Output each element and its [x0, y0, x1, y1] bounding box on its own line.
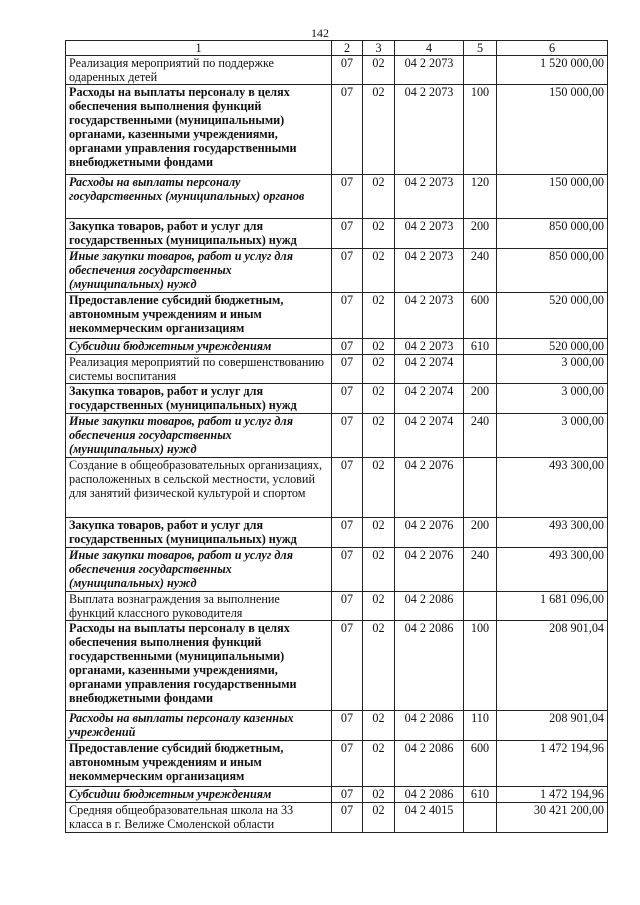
- row-name-cell: Субсидии бюджетным учреждениям: [66, 787, 332, 803]
- row-amount-cell: 1 472 194,96: [497, 787, 608, 803]
- row-amount-cell: 30 421 200,00: [497, 803, 608, 833]
- row-subsection-cell: 02: [363, 56, 395, 85]
- row-subsection-cell: 02: [363, 787, 395, 803]
- row-name-cell: Иные закупки товаров, работ и услуг для обеспечения государственных (муниципальных) нужд: [66, 548, 332, 592]
- row-subsection-cell: 02: [363, 249, 395, 293]
- header-col-5: 5: [464, 41, 497, 56]
- page-number: 142: [311, 26, 329, 40]
- row-name-cell: Реализация мероприятий по поддержке одаренных детей: [66, 56, 332, 85]
- row-section-cell: 07: [332, 458, 363, 518]
- table-row: [66, 56, 608, 85]
- row-target-code-cell: 04 2 2073: [395, 219, 464, 249]
- row-target-code-cell: 04 2 4015: [395, 803, 464, 833]
- row-target-code-cell: 04 2 2074: [395, 414, 464, 458]
- row-expense-type-cell: [464, 458, 497, 518]
- row-subsection-cell: 02: [363, 293, 395, 339]
- row-section-cell: 07: [332, 85, 363, 175]
- row-section-cell: 07: [332, 384, 363, 414]
- row-target-code-cell: 04 2 2076: [395, 458, 464, 518]
- row-amount-cell: 493 300,00: [497, 458, 608, 518]
- budget-table: [65, 40, 608, 833]
- table-row: [66, 293, 608, 339]
- row-name-cell: Иные закупки товаров, работ и услуг для обеспечения государственных (муниципальных) нужд: [66, 249, 332, 293]
- table-row: [66, 592, 608, 621]
- row-expense-type-cell: [464, 592, 497, 621]
- row-amount-cell: 1 681 096,00: [497, 592, 608, 621]
- row-name-cell: Средняя общеобразовательная школа на 33 класса в г. Велиже Смоленской области: [66, 803, 332, 833]
- row-subsection-cell: 02: [363, 592, 395, 621]
- row-section-cell: 07: [332, 414, 363, 458]
- row-amount-cell: 1 520 000,00: [497, 56, 608, 85]
- row-target-code-cell: 04 2 2086: [395, 741, 464, 787]
- table-row: [66, 219, 608, 249]
- row-target-code-cell: 04 2 2086: [395, 711, 464, 741]
- row-subsection-cell: 02: [363, 741, 395, 787]
- row-expense-type-cell: 200: [464, 384, 497, 414]
- row-section-cell: 07: [332, 548, 363, 592]
- row-amount-cell: 150 000,00: [497, 85, 608, 175]
- row-section-cell: 07: [332, 293, 363, 339]
- row-name-cell: Расходы на выплаты персоналу казенных учреждений: [66, 711, 332, 741]
- row-section-cell: 07: [332, 741, 363, 787]
- row-expense-type-cell: [464, 355, 497, 384]
- header-col-6: 6: [497, 41, 608, 56]
- row-expense-type-cell: 110: [464, 711, 497, 741]
- row-target-code-cell: 04 2 2086: [395, 621, 464, 711]
- row-target-code-cell: 04 2 2073: [395, 293, 464, 339]
- row-target-code-cell: 04 2 2074: [395, 355, 464, 384]
- row-name-cell: Субсидии бюджетным учреждениям: [66, 339, 332, 355]
- row-name-cell: Закупка товаров, работ и услуг для государственных (муниципальных) нужд: [66, 518, 332, 548]
- row-subsection-cell: 02: [363, 548, 395, 592]
- row-name-cell: Создание в общеобразовательных организациях, расположенных в сельской местности, условий для занятий физической культурой и спортом: [66, 458, 332, 518]
- row-subsection-cell: 02: [363, 219, 395, 249]
- row-section-cell: 07: [332, 219, 363, 249]
- row-amount-cell: 850 000,00: [497, 219, 608, 249]
- table-row: [66, 384, 608, 414]
- row-section-cell: 07: [332, 787, 363, 803]
- row-name-cell: Предоставление субсидий бюджетным, автономным учреждениям и иным некоммерческим организациям: [66, 293, 332, 339]
- row-section-cell: 07: [332, 56, 363, 85]
- row-subsection-cell: 02: [363, 339, 395, 355]
- row-name-cell: Расходы на выплаты персоналу в целях обеспечения выполнения функций государственными (муниципальными) органами, казенными учреждениями, органами управления государственными внебюджетными фондами: [66, 85, 332, 175]
- row-expense-type-cell: 600: [464, 293, 497, 339]
- row-amount-cell: 3 000,00: [497, 414, 608, 458]
- table-row: [66, 803, 608, 833]
- row-expense-type-cell: 200: [464, 219, 497, 249]
- table-row: [66, 85, 608, 175]
- row-expense-type-cell: [464, 56, 497, 85]
- row-amount-cell: 150 000,00: [497, 175, 608, 219]
- row-name-cell: Расходы на выплаты персоналу государственных (муниципальных) органов: [66, 175, 332, 219]
- row-target-code-cell: 04 2 2073: [395, 56, 464, 85]
- row-expense-type-cell: 600: [464, 741, 497, 787]
- row-section-cell: 07: [332, 621, 363, 711]
- row-section-cell: 07: [332, 803, 363, 833]
- row-amount-cell: 3 000,00: [497, 384, 608, 414]
- row-name-cell: Закупка товаров, работ и услуг для государственных (муниципальных) нужд: [66, 384, 332, 414]
- row-amount-cell: 208 901,04: [497, 621, 608, 711]
- table-row: [66, 175, 608, 219]
- row-target-code-cell: 04 2 2086: [395, 592, 464, 621]
- table-row: [66, 355, 608, 384]
- table-body: [66, 56, 608, 833]
- row-expense-type-cell: 240: [464, 249, 497, 293]
- row-subsection-cell: 02: [363, 175, 395, 219]
- row-expense-type-cell: 100: [464, 85, 497, 175]
- table-row: [66, 548, 608, 592]
- row-amount-cell: 520 000,00: [497, 339, 608, 355]
- row-section-cell: 07: [332, 175, 363, 219]
- row-subsection-cell: 02: [363, 803, 395, 833]
- row-expense-type-cell: 200: [464, 518, 497, 548]
- row-amount-cell: 208 901,04: [497, 711, 608, 741]
- row-name-cell: Иные закупки товаров, работ и услуг для обеспечения государственных (муниципальных) нужд: [66, 414, 332, 458]
- header-col-4: 4: [395, 41, 464, 56]
- row-expense-type-cell: 100: [464, 621, 497, 711]
- row-section-cell: 07: [332, 355, 363, 384]
- row-name-cell: Предоставление субсидий бюджетным, автономным учреждениям и иным некоммерческим организациям: [66, 741, 332, 787]
- row-section-cell: 07: [332, 249, 363, 293]
- row-amount-cell: 493 300,00: [497, 518, 608, 548]
- row-target-code-cell: 04 2 2086: [395, 787, 464, 803]
- row-target-code-cell: 04 2 2073: [395, 175, 464, 219]
- row-target-code-cell: 04 2 2074: [395, 384, 464, 414]
- header-col-1: 1: [66, 41, 332, 56]
- header-col-3: 3: [363, 41, 395, 56]
- row-target-code-cell: 04 2 2073: [395, 339, 464, 355]
- row-expense-type-cell: [464, 803, 497, 833]
- row-expense-type-cell: 120: [464, 175, 497, 219]
- row-target-code-cell: 04 2 2076: [395, 518, 464, 548]
- row-name-cell: Реализация мероприятий по совершенствованию системы воспитания: [66, 355, 332, 384]
- table-row: [66, 249, 608, 293]
- row-expense-type-cell: 240: [464, 548, 497, 592]
- row-amount-cell: 3 000,00: [497, 355, 608, 384]
- row-subsection-cell: 02: [363, 518, 395, 548]
- table-row: [66, 518, 608, 548]
- table-header-row: [66, 41, 608, 56]
- table-row: [66, 787, 608, 803]
- table-row: [66, 621, 608, 711]
- row-subsection-cell: 02: [363, 85, 395, 175]
- row-target-code-cell: 04 2 2073: [395, 249, 464, 293]
- table-row: [66, 339, 608, 355]
- row-subsection-cell: 02: [363, 355, 395, 384]
- row-section-cell: 07: [332, 592, 363, 621]
- table-row: [66, 458, 608, 518]
- row-section-cell: 07: [332, 711, 363, 741]
- row-expense-type-cell: 240: [464, 414, 497, 458]
- row-section-cell: 07: [332, 339, 363, 355]
- row-amount-cell: 520 000,00: [497, 293, 608, 339]
- row-name-cell: Закупка товаров, работ и услуг для государственных (муниципальных) нужд: [66, 219, 332, 249]
- row-subsection-cell: 02: [363, 384, 395, 414]
- table-row: [66, 711, 608, 741]
- table-row: [66, 741, 608, 787]
- header-col-2: 2: [332, 41, 363, 56]
- row-expense-type-cell: 610: [464, 339, 497, 355]
- row-section-cell: 07: [332, 518, 363, 548]
- row-name-cell: Выплата вознаграждения за выполнение функций классного руководителя: [66, 592, 332, 621]
- row-amount-cell: 1 472 194,96: [497, 741, 608, 787]
- row-amount-cell: 493 300,00: [497, 548, 608, 592]
- row-amount-cell: 850 000,00: [497, 249, 608, 293]
- table-row: [66, 414, 608, 458]
- row-subsection-cell: 02: [363, 711, 395, 741]
- row-subsection-cell: 02: [363, 458, 395, 518]
- row-name-cell: Расходы на выплаты персоналу в целях обеспечения выполнения функций государственными (муниципальными) органами, казенными учреждениями, органами управления государственными внебюджетными фондами: [66, 621, 332, 711]
- row-subsection-cell: 02: [363, 621, 395, 711]
- row-target-code-cell: 04 2 2076: [395, 548, 464, 592]
- row-expense-type-cell: 610: [464, 787, 497, 803]
- row-subsection-cell: 02: [363, 414, 395, 458]
- row-target-code-cell: 04 2 2073: [395, 85, 464, 175]
